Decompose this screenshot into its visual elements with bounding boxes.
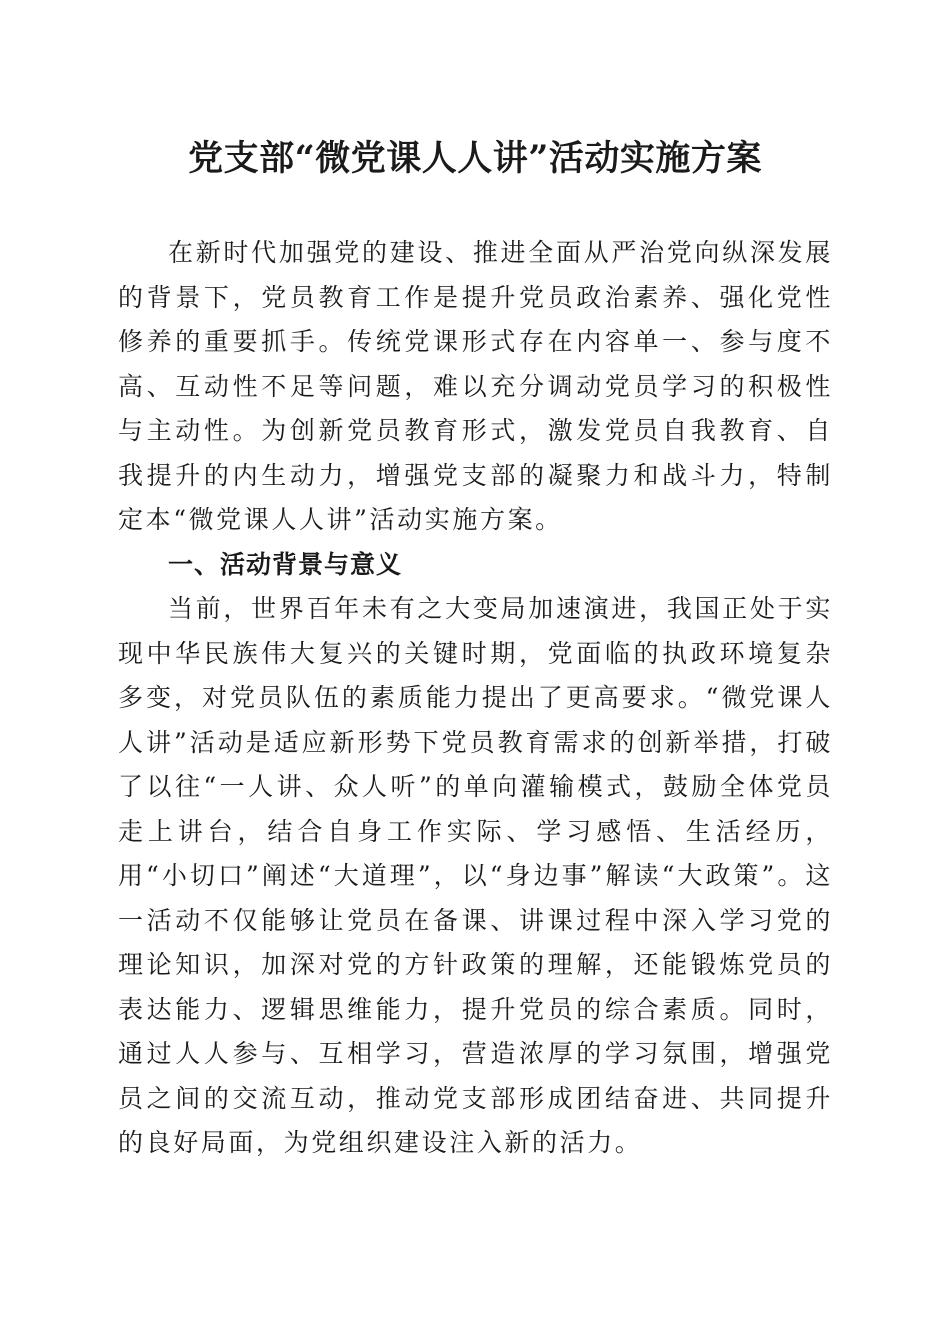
document-title: 党支部“微党课人人讲”活动实施方案	[188, 138, 762, 179]
section-paragraph: 当前，世界百年未有之大变局加速演进，我国正处于实现中华民族伟大复兴的关键时期，党面临的执政环境复杂多变，对党员队伍的素质能力提出了更高要求。“微党课人人讲”活动是适应新形势下党员教育需求的创新举措，打破了以往“一人讲、众人听”的单向灌输模式，鼓励全体党员走上讲台，结合自身工作实际、学习感悟、生活经历，用“小切口”阐述“大道理”，以“身边事”解读“大政策”。这一活动不仅能够让党员在备课、讲课过程中深入学习党的理论知识，加深对党的方针政策的理解，还能锻炼党员的表达能力、逻辑思维能力，提升党员的综合素质。同时，通过人人参与、互相学习，营造浓厚的学习氛围，增强党员之间的交流互动，推动党支部形成团结奋进、共同提升的良好局面，为党组织建设注入新的活力。	[118, 594, 833, 1157]
intro-paragraph: 在新时代加强党的建设、推进全面从严治党向纵深发展的背景下，党员教育工作是提升党员政治素养、强化党性修养的重要抓手。传统党课形式存在内容单一、参与度不高、互动性不足等问题，难以充分调动党员学习的积极性与主动性。为创新党员教育形式，激发党员自我教育、自我提升的内生动力，增强党支部的凝聚力和战斗力，特制定本“微党课人人讲”活动实施方案。	[118, 238, 833, 534]
section-heading: 一、活动背景与意义	[168, 550, 403, 579]
